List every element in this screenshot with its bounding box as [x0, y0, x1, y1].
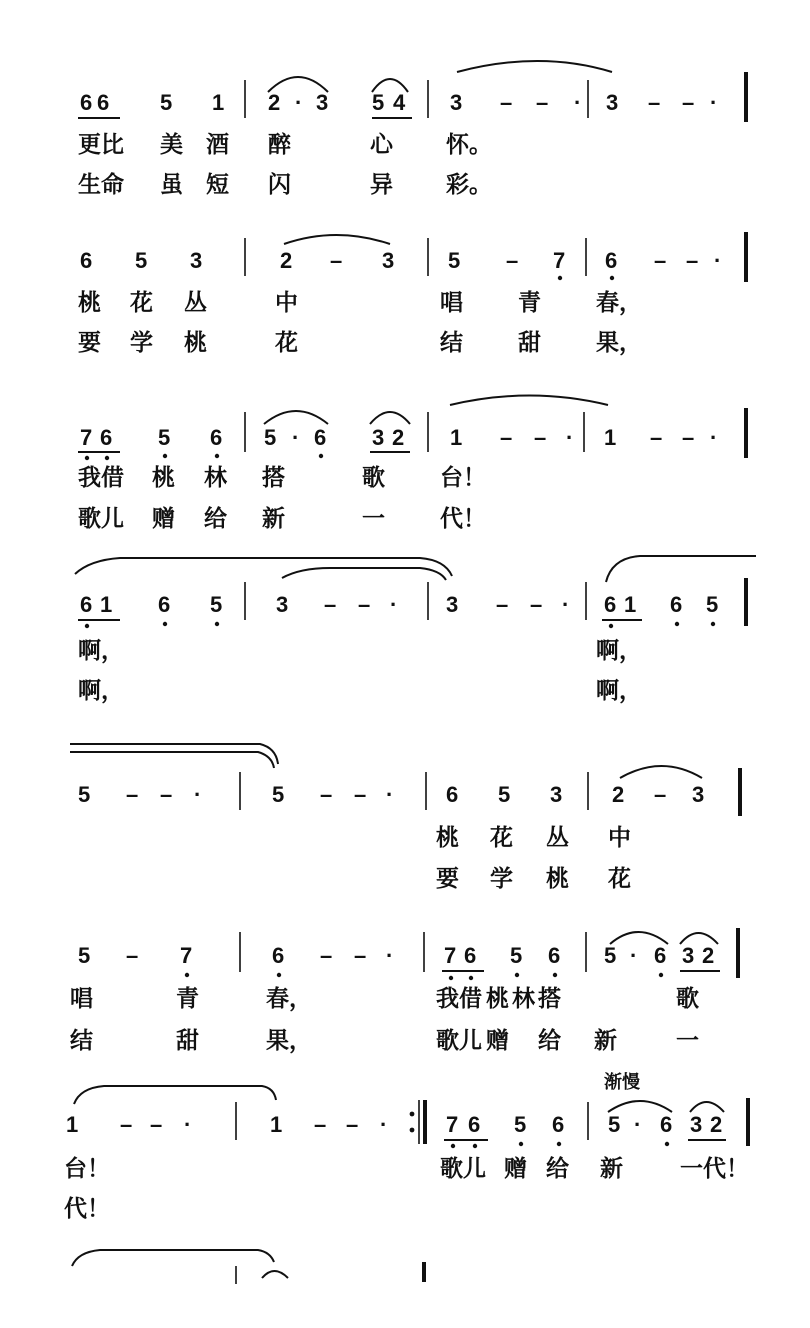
dot: · — [386, 782, 394, 807]
lyric: 学 — [130, 330, 153, 356]
dash: – — [120, 1112, 133, 1137]
dot: · — [574, 90, 582, 115]
note: 5 — [264, 425, 277, 450]
dash: – — [500, 425, 513, 450]
score-line-8-partial — [72, 1250, 424, 1284]
low-octave-dot — [659, 973, 663, 977]
tie — [450, 396, 608, 406]
lyric: 更比 — [78, 132, 124, 158]
note: 3 — [690, 1112, 703, 1137]
lyric: 赠 — [486, 1028, 509, 1054]
repeat-sign — [410, 1100, 425, 1144]
note: 7 — [180, 943, 193, 968]
note: 6 — [605, 248, 618, 273]
note: 6 — [552, 1112, 565, 1137]
lyric: 果， — [266, 1028, 312, 1054]
lyric: 甜 — [518, 330, 541, 356]
dash: – — [346, 1112, 359, 1137]
note: 6 — [314, 425, 327, 450]
note: 6 — [654, 943, 667, 968]
dot: · — [562, 592, 570, 617]
lyric: 桃 — [546, 866, 569, 892]
low-octave-dot — [675, 622, 679, 626]
dash: – — [536, 90, 549, 115]
low-octave-dot — [163, 454, 167, 458]
low-octave-dot — [451, 1144, 455, 1148]
slur — [690, 1102, 724, 1112]
dash: – — [654, 782, 667, 807]
lyric: 我借 — [78, 465, 124, 491]
low-octave-dot — [277, 973, 281, 977]
slur — [284, 235, 390, 244]
dot: · — [380, 1112, 388, 1137]
lyric: 啊， — [596, 678, 642, 704]
note: 3 — [316, 90, 329, 115]
note: 3 — [190, 248, 203, 273]
lyric: 中 — [608, 825, 631, 851]
note: 5 — [210, 592, 223, 617]
lyric: 异 — [370, 172, 393, 198]
note: 1 — [66, 1112, 79, 1137]
lyric: 青 — [176, 986, 199, 1012]
lyric: 唱 — [440, 290, 463, 316]
lyric: 春， — [266, 986, 312, 1012]
lyric: 歌儿 — [440, 1156, 486, 1182]
note: 3 — [446, 592, 459, 617]
note: 2 — [280, 248, 293, 273]
low-octave-dot — [185, 973, 189, 977]
dot: · — [184, 1112, 192, 1137]
note: 1 — [100, 592, 113, 617]
lyric: 花 — [490, 825, 513, 851]
slur — [262, 1271, 288, 1278]
lyric: 短 — [206, 172, 229, 198]
note: 1 — [604, 425, 617, 450]
lyric: 结 — [440, 330, 463, 356]
dash: – — [648, 90, 661, 115]
note: 5 — [78, 782, 91, 807]
lyric: 酒 — [206, 132, 229, 158]
lyric: 新 — [600, 1156, 623, 1182]
note: 2 — [392, 425, 405, 450]
note: 5 — [372, 90, 385, 115]
lyric: 彩。 — [446, 172, 492, 198]
dash: – — [320, 782, 333, 807]
note: 3 — [382, 248, 395, 273]
note: · — [295, 90, 303, 115]
dot: · — [714, 248, 722, 273]
note: 7 — [553, 248, 566, 273]
lyric: 新 — [262, 506, 285, 532]
score-line-4 — [75, 556, 756, 704]
lyric: 花 — [275, 330, 298, 356]
dash: – — [320, 943, 333, 968]
lyric: 歌儿 — [78, 506, 124, 532]
dash: – — [354, 943, 367, 968]
note: 5 — [608, 1112, 621, 1137]
note: 3 — [550, 782, 563, 807]
lyric: 学 — [490, 866, 513, 892]
dot: · — [386, 943, 394, 968]
score-line-2 — [78, 232, 746, 356]
dot: · — [710, 90, 718, 115]
note: 2 — [612, 782, 625, 807]
low-octave-dot — [85, 624, 89, 628]
note: 3 — [276, 592, 289, 617]
lyric: 啊， — [596, 638, 642, 664]
slur — [70, 752, 274, 768]
note: 6 — [80, 248, 93, 273]
lyric: 中 — [275, 290, 298, 316]
low-octave-dot — [557, 1142, 561, 1146]
lyric: 生命 — [78, 172, 124, 198]
low-octave-dot — [519, 1142, 523, 1146]
lyric: 给 — [204, 506, 227, 532]
lyric: 桃 — [78, 290, 101, 316]
score-line-7 — [64, 1071, 749, 1222]
lyric: 桃 — [184, 330, 207, 356]
note: 2 — [710, 1112, 723, 1137]
score-line-1 — [78, 61, 746, 198]
lyric: 歌 — [362, 465, 385, 491]
slur — [620, 766, 702, 778]
lyric: 花 — [608, 866, 631, 892]
note: 6 — [464, 943, 477, 968]
note: · — [634, 1112, 642, 1137]
lyric: 桃 — [486, 986, 509, 1012]
dash: – — [330, 248, 343, 273]
lyric: 结 — [70, 1028, 93, 1054]
lyric: 台！ — [64, 1156, 110, 1182]
note: 5 — [160, 90, 173, 115]
low-octave-dot — [609, 624, 613, 628]
slur — [370, 412, 410, 424]
dot: · — [566, 425, 574, 450]
low-octave-dot — [163, 622, 167, 626]
note: 1 — [450, 425, 463, 450]
lyric: 台！ — [440, 465, 486, 491]
note: 1 — [624, 592, 637, 617]
slur — [74, 1086, 276, 1104]
dash: – — [314, 1112, 327, 1137]
lyric: 一 — [362, 506, 385, 532]
lyric: 林 — [204, 465, 227, 491]
lyric: 桃 — [436, 825, 459, 851]
dash: – — [126, 782, 139, 807]
lyric: 代！ — [64, 1196, 110, 1222]
dash: – — [324, 592, 337, 617]
note: 6 — [446, 782, 459, 807]
lyric: 要 — [78, 330, 101, 356]
score-line-5 — [70, 744, 740, 892]
lyric: 林 — [512, 986, 535, 1012]
note: 5 — [448, 248, 461, 273]
low-octave-dot — [85, 456, 89, 460]
lyric: 歌 — [676, 986, 699, 1012]
lyric: 甜 — [176, 1028, 199, 1054]
lyric: 歌儿 — [436, 1028, 482, 1054]
note: 5 — [135, 248, 148, 273]
note: 6 — [158, 592, 171, 617]
note: · — [630, 943, 638, 968]
lyric: 美 — [160, 132, 183, 158]
slur — [282, 568, 446, 580]
dash: – — [496, 592, 509, 617]
dash: – — [354, 782, 367, 807]
lyric: 给 — [538, 1028, 561, 1054]
lyric: 花 — [130, 290, 153, 316]
note: 2 — [268, 90, 281, 115]
lyric: 搭 — [538, 986, 561, 1012]
note: 6 — [468, 1112, 481, 1137]
note: 7 — [444, 943, 457, 968]
note: 5 — [158, 425, 171, 450]
note: 6 — [272, 943, 285, 968]
slur — [606, 556, 756, 582]
note: 6 — [604, 592, 617, 617]
note: 6 — [660, 1112, 673, 1137]
score-line-6 — [70, 928, 738, 1054]
note: 3 — [692, 782, 705, 807]
slur — [608, 1101, 672, 1112]
lyric: 我借 — [436, 986, 482, 1012]
lyric: 新 — [594, 1028, 617, 1054]
note: 1 — [270, 1112, 283, 1137]
note: 6 — [80, 592, 93, 617]
lyric: 啊， — [78, 638, 124, 664]
score-line-3 — [78, 396, 746, 533]
low-octave-dot — [553, 973, 557, 977]
note: 3 — [450, 90, 463, 115]
note: 3 — [606, 90, 619, 115]
low-octave-dot — [610, 276, 614, 280]
lyric: 搭 — [262, 465, 285, 491]
low-octave-dot — [558, 276, 562, 280]
slur — [72, 1250, 274, 1266]
low-octave-dot — [215, 454, 219, 458]
dash: – — [686, 248, 699, 273]
note: 2 — [702, 943, 715, 968]
note: 5 — [498, 782, 511, 807]
slur — [70, 744, 278, 764]
note: 6 — [97, 90, 110, 115]
dash: – — [150, 1112, 163, 1137]
low-octave-dot — [665, 1142, 669, 1146]
dash: – — [358, 592, 371, 617]
lyric: 一 — [676, 1028, 699, 1054]
note: 7 — [446, 1112, 459, 1137]
lyric: 桃 — [152, 465, 175, 491]
dash: – — [160, 782, 173, 807]
dash: – — [654, 248, 667, 273]
dash: – — [682, 425, 695, 450]
dot: · — [710, 425, 718, 450]
note: 5 — [78, 943, 91, 968]
low-octave-dot — [215, 622, 219, 626]
low-octave-dot — [449, 976, 453, 980]
dash: – — [650, 425, 663, 450]
note: 3 — [682, 943, 695, 968]
note: 5 — [510, 943, 523, 968]
dash: – — [530, 592, 543, 617]
note: 3 — [372, 425, 385, 450]
lyric: 赠 — [504, 1156, 527, 1182]
dot: · — [390, 592, 398, 617]
lyric: 怀。 — [446, 132, 492, 158]
lyric: 啊， — [78, 678, 124, 704]
low-octave-dot — [319, 454, 323, 458]
low-octave-dot — [105, 456, 109, 460]
slur — [264, 411, 328, 424]
note: 6 — [210, 425, 223, 450]
tempo-marking: 渐慢 — [604, 1072, 640, 1093]
note: 6 — [670, 592, 683, 617]
note: 6 — [80, 90, 93, 115]
lyric: 春， — [596, 290, 642, 316]
low-octave-dot — [515, 973, 519, 977]
note: 6 — [100, 425, 113, 450]
lyric: 果， — [596, 330, 642, 356]
lyric: 唱 — [70, 986, 93, 1012]
lyric: 赠 — [152, 506, 175, 532]
note: 5 — [604, 943, 617, 968]
lyric: 一代！ — [680, 1156, 749, 1182]
low-octave-dot — [473, 1144, 477, 1148]
lyric: 要 — [436, 866, 459, 892]
lyric: 虽 — [160, 172, 183, 198]
lyric: 闪 — [268, 172, 291, 198]
lyric: 青 — [518, 290, 541, 316]
lyric: 给 — [546, 1156, 569, 1182]
lyric: 醉 — [268, 132, 291, 158]
dash: – — [506, 248, 519, 273]
note: · — [292, 425, 300, 450]
note: 5 — [272, 782, 285, 807]
note: 7 — [80, 425, 93, 450]
dash: – — [682, 90, 695, 115]
note: 5 — [514, 1112, 527, 1137]
note: 1 — [212, 90, 225, 115]
dash: – — [126, 943, 139, 968]
low-octave-dot — [469, 976, 473, 980]
note: 4 — [393, 90, 406, 115]
dot: · — [194, 782, 202, 807]
dash: – — [534, 425, 547, 450]
note: 6 — [548, 943, 561, 968]
tie — [457, 61, 612, 72]
dash: – — [500, 90, 513, 115]
lyric: 代！ — [440, 506, 486, 532]
low-octave-dot — [711, 622, 715, 626]
note: 5 — [706, 592, 719, 617]
lyric: 丛 — [184, 290, 207, 316]
lyric: 丛 — [546, 825, 569, 851]
lyric: 心 — [370, 132, 393, 158]
